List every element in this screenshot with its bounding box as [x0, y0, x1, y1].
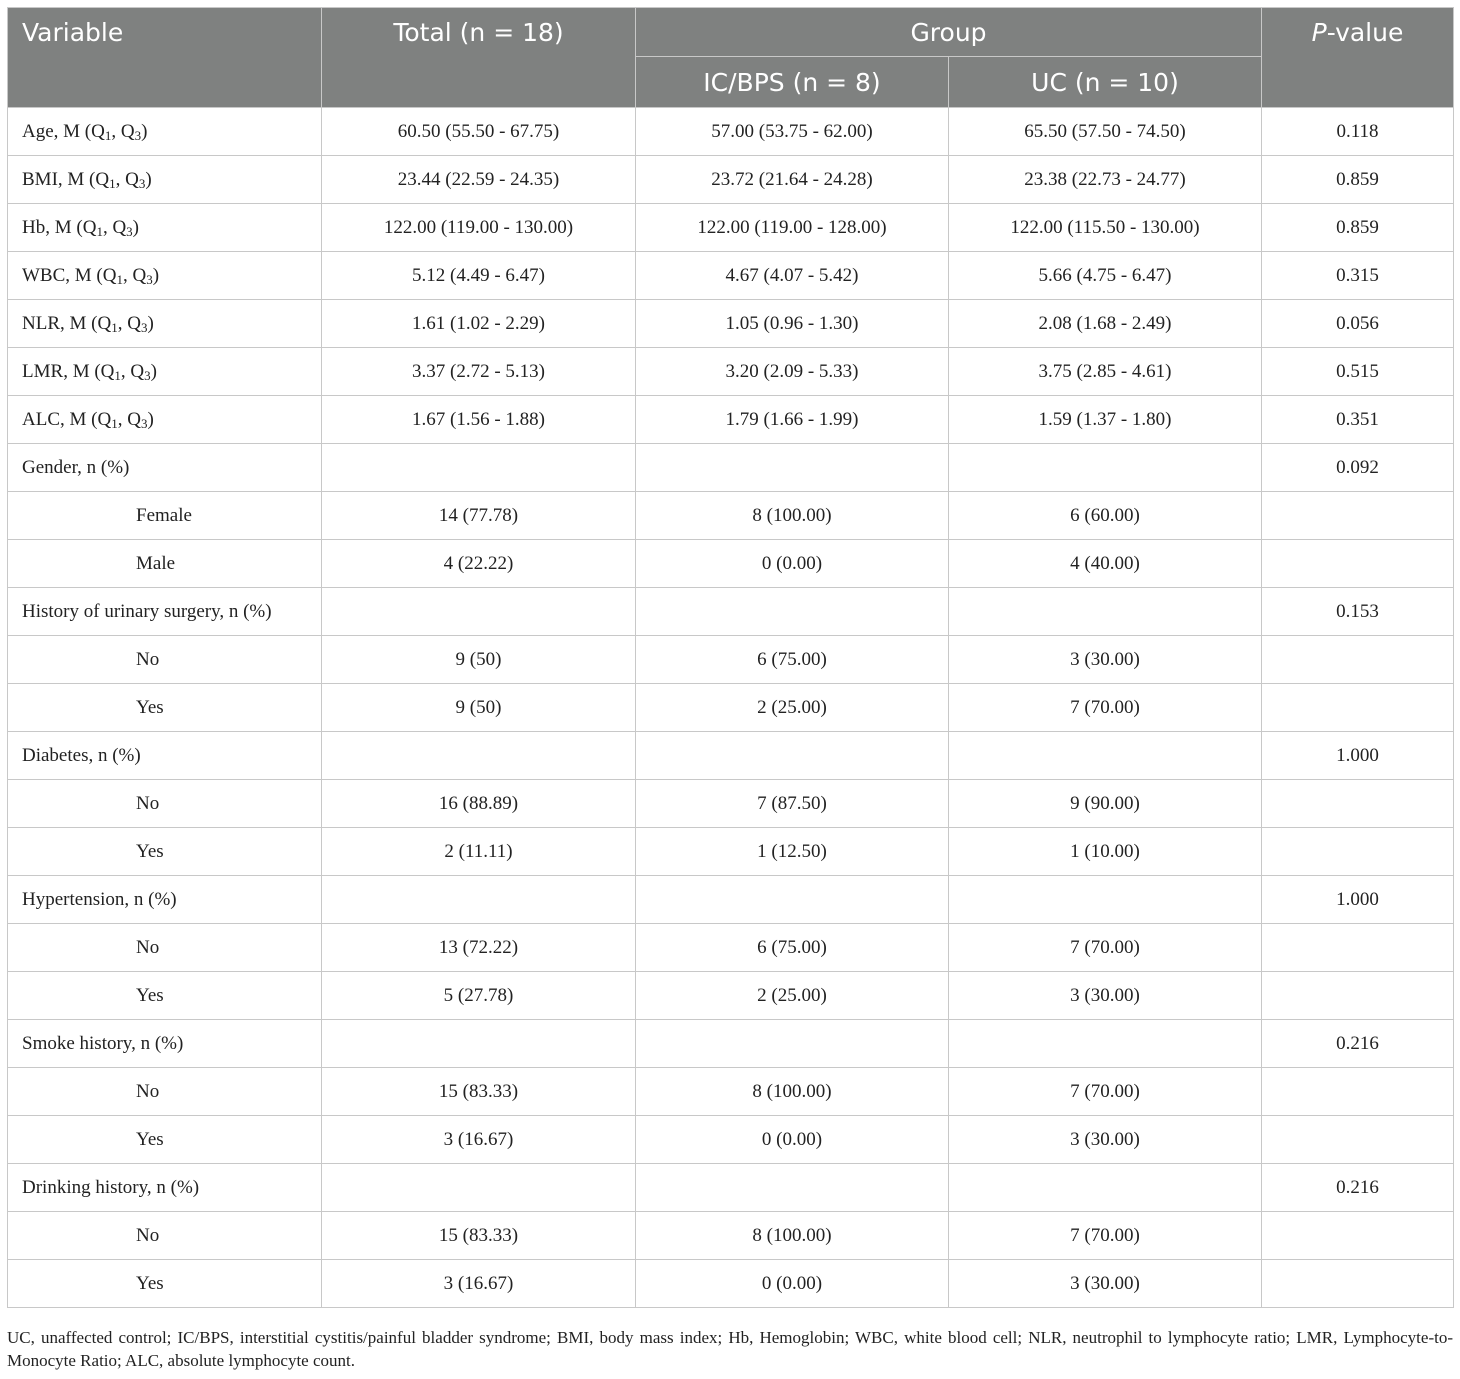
icbps-cell: [636, 876, 949, 924]
icbps-cell: 0 (0.00): [636, 540, 949, 588]
icbps-cell: 2 (25.00): [636, 684, 949, 732]
stat-label-sub1: 1: [96, 223, 103, 239]
stat-label-sub3: 3: [146, 271, 153, 287]
table-row: [8, 636, 1454, 684]
total-cell: 23.44 (22.59 - 24.35): [322, 156, 636, 204]
p-cell: 0.859: [1262, 156, 1454, 204]
p-cell: 0.216: [1262, 1164, 1454, 1212]
icbps-cell: 1 (12.50): [636, 828, 949, 876]
uc-cell: 3 (30.00): [949, 972, 1262, 1020]
table-row: [8, 108, 1454, 156]
category-cell: Yes: [8, 828, 322, 876]
icbps-cell: [636, 1020, 949, 1068]
p-cell: [1262, 1116, 1454, 1164]
table-row: [8, 300, 1454, 348]
p-cell: 0.216: [1262, 1020, 1454, 1068]
uc-cell: 7 (70.00): [949, 1068, 1262, 1116]
icbps-cell: 7 (87.50): [636, 780, 949, 828]
uc-cell: 2.08 (1.68 - 2.49): [949, 300, 1262, 348]
uc-cell: 3 (30.00): [949, 1116, 1262, 1164]
header-p-italic: P: [1311, 18, 1327, 47]
stat-label-sub3: 3: [126, 223, 133, 239]
icbps-cell: 6 (75.00): [636, 636, 949, 684]
stat-label-pre: , M (Q: [63, 360, 115, 382]
p-cell: [1262, 780, 1454, 828]
total-cell: 2 (11.11): [322, 828, 636, 876]
p-cell: [1262, 636, 1454, 684]
p-cell: [1262, 828, 1454, 876]
stat-label-sub1: 1: [111, 319, 118, 335]
uc-cell: 3 (30.00): [949, 636, 1262, 684]
uc-cell: 5.66 (4.75 - 6.47): [949, 252, 1262, 300]
uc-cell: [949, 1164, 1262, 1212]
category-cell: Female: [8, 492, 322, 540]
variable-name: NLR: [22, 312, 60, 334]
header-uc: UC (n = 10): [949, 57, 1262, 108]
variable-cell: [8, 348, 322, 396]
uc-cell: 3 (30.00): [949, 1260, 1262, 1308]
total-cell: [322, 876, 636, 924]
icbps-cell: [636, 1164, 949, 1212]
total-cell: 3.37 (2.72 - 5.13): [322, 348, 636, 396]
uc-cell: [949, 876, 1262, 924]
uc-cell: 7 (70.00): [949, 684, 1262, 732]
total-cell: 15 (83.33): [322, 1212, 636, 1260]
total-cell: 3 (16.67): [322, 1260, 636, 1308]
uc-cell: 23.38 (22.73 - 24.77): [949, 156, 1262, 204]
category-cell: No: [8, 1212, 322, 1260]
stat-label-pre: , M (Q: [57, 168, 110, 190]
icbps-cell: [636, 732, 949, 780]
variable-name: Age: [22, 120, 54, 142]
table-row: [8, 828, 1454, 876]
category-cell: Yes: [8, 972, 322, 1020]
stat-label-mid: , Q: [117, 312, 141, 334]
stat-label-post: ): [141, 120, 148, 142]
total-cell: 60.50 (55.50 - 67.75): [322, 108, 636, 156]
stat-label-sub3: 3: [140, 319, 148, 335]
stat-label-post: ): [145, 168, 152, 190]
stat-label-sub1: 1: [111, 415, 118, 431]
table-row-group-header: [8, 876, 1454, 924]
total-cell: 13 (72.22): [322, 924, 636, 972]
icbps-cell: [636, 588, 949, 636]
table-row: [8, 972, 1454, 1020]
baseline-characteristics-table: [7, 7, 1454, 1308]
total-cell: 1.67 (1.56 - 1.88): [322, 396, 636, 444]
table-row: [8, 924, 1454, 972]
total-cell: 14 (77.78): [322, 492, 636, 540]
table-row: [8, 780, 1454, 828]
uc-cell: [949, 1020, 1262, 1068]
header-p-suffix: -value: [1326, 18, 1404, 47]
table-row: [8, 204, 1454, 252]
variable-name: WBC: [22, 264, 66, 286]
table-row: [8, 1260, 1454, 1308]
variable-cell: Hypertension, n (%): [8, 876, 322, 924]
variable-cell: [8, 204, 322, 252]
total-cell: [322, 1164, 636, 1212]
stat-label-mid: , Q: [122, 264, 147, 286]
table-row-group-header: [8, 732, 1454, 780]
variable-cell: [8, 156, 322, 204]
uc-cell: 3.75 (2.85 - 4.61): [949, 348, 1262, 396]
uc-cell: 122.00 (115.50 - 130.00): [949, 204, 1262, 252]
header-p-value: [1262, 8, 1454, 108]
stat-label-post: ): [147, 312, 154, 334]
p-cell: [1262, 972, 1454, 1020]
table-row: [8, 1116, 1454, 1164]
stat-label-sub3: 3: [138, 175, 146, 191]
p-cell: 1.000: [1262, 876, 1454, 924]
total-cell: 16 (88.89): [322, 780, 636, 828]
category-cell: No: [8, 1068, 322, 1116]
variable-name: Hb: [22, 216, 46, 238]
total-cell: 3 (16.67): [322, 1116, 636, 1164]
table-body: [8, 108, 1454, 1308]
table-header: [8, 8, 1454, 108]
stat-label-sub3: 3: [134, 127, 142, 143]
total-cell: 9 (50): [322, 684, 636, 732]
uc-cell: [949, 588, 1262, 636]
icbps-cell: 1.05 (0.96 - 1.30): [636, 300, 949, 348]
stat-label-mid: , Q: [115, 168, 139, 190]
icbps-cell: 0 (0.00): [636, 1260, 949, 1308]
table-row-group-header: [8, 444, 1454, 492]
icbps-cell: 4.67 (4.07 - 5.42): [636, 252, 949, 300]
p-cell: 0.118: [1262, 108, 1454, 156]
variable-cell: History of urinary surgery, n (%): [8, 588, 322, 636]
p-cell: 0.351: [1262, 396, 1454, 444]
stat-label-mid: , Q: [102, 216, 127, 238]
variable-cell: [8, 396, 322, 444]
table-row: [8, 1212, 1454, 1260]
header-icbps: IC/BPS (n = 8): [636, 57, 949, 108]
stat-label-post: ): [152, 264, 160, 286]
header-variable: Variable: [8, 8, 322, 108]
stat-label-pre: , M (Q: [60, 408, 112, 430]
variable-cell: [8, 252, 322, 300]
icbps-cell: 2 (25.00): [636, 972, 949, 1020]
stat-label-pre: , M (Q: [60, 312, 112, 334]
uc-cell: 6 (60.00): [949, 492, 1262, 540]
icbps-cell: 0 (0.00): [636, 1116, 949, 1164]
icbps-cell: 3.20 (2.09 - 5.33): [636, 348, 949, 396]
table-row: [8, 252, 1454, 300]
header-group: Group: [636, 8, 1262, 57]
variable-cell: Smoke history, n (%): [8, 1020, 322, 1068]
p-cell: [1262, 540, 1454, 588]
icbps-cell: 23.72 (21.64 - 24.28): [636, 156, 949, 204]
uc-cell: 7 (70.00): [949, 924, 1262, 972]
header-total: Total (n = 18): [322, 8, 636, 108]
table-row: [8, 348, 1454, 396]
stat-label-sub3: 3: [144, 367, 151, 383]
total-cell: [322, 1020, 636, 1068]
p-cell: 0.056: [1262, 300, 1454, 348]
total-cell: [322, 444, 636, 492]
stat-label-post: ): [147, 408, 154, 430]
stat-label-mid: , Q: [117, 408, 141, 430]
variable-cell: [8, 108, 322, 156]
p-cell: 0.092: [1262, 444, 1454, 492]
icbps-cell: 8 (100.00): [636, 1068, 949, 1116]
uc-cell: [949, 732, 1262, 780]
total-cell: 4 (22.22): [322, 540, 636, 588]
total-cell: [322, 732, 636, 780]
uc-cell: 9 (90.00): [949, 780, 1262, 828]
total-cell: [322, 588, 636, 636]
stat-label-pre: , M (Q: [45, 216, 97, 238]
variable-name: BMI: [22, 168, 58, 190]
uc-cell: 4 (40.00): [949, 540, 1262, 588]
p-cell: [1262, 1212, 1454, 1260]
stat-label-post: ): [132, 216, 139, 238]
total-cell: 9 (50): [322, 636, 636, 684]
stat-label-sub1: 1: [116, 271, 123, 287]
variable-cell: Diabetes, n (%): [8, 732, 322, 780]
stat-label-pre: , M (Q: [53, 120, 105, 142]
variable-cell: [8, 300, 322, 348]
table-row: [8, 684, 1454, 732]
p-cell: 0.315: [1262, 252, 1454, 300]
variable-name: ALC: [22, 408, 60, 430]
p-cell: 1.000: [1262, 732, 1454, 780]
uc-cell: 1.59 (1.37 - 1.80): [949, 396, 1262, 444]
icbps-cell: 8 (100.00): [636, 1212, 949, 1260]
table-row-group-header: [8, 1164, 1454, 1212]
uc-cell: 65.50 (57.50 - 74.50): [949, 108, 1262, 156]
stat-label-pre: , M (Q: [65, 264, 117, 286]
p-cell: [1262, 684, 1454, 732]
variable-name: LMR: [22, 360, 64, 382]
total-cell: 122.00 (119.00 - 130.00): [322, 204, 636, 252]
p-cell: [1262, 924, 1454, 972]
total-cell: 5 (27.78): [322, 972, 636, 1020]
uc-cell: 7 (70.00): [949, 1212, 1262, 1260]
total-cell: 1.61 (1.02 - 2.29): [322, 300, 636, 348]
icbps-cell: 1.79 (1.66 - 1.99): [636, 396, 949, 444]
category-cell: Yes: [8, 1116, 322, 1164]
table-row: [8, 492, 1454, 540]
variable-cell: Drinking history, n (%): [8, 1164, 322, 1212]
category-cell: No: [8, 924, 322, 972]
uc-cell: 1 (10.00): [949, 828, 1262, 876]
category-cell: No: [8, 636, 322, 684]
total-cell: 15 (83.33): [322, 1068, 636, 1116]
p-cell: [1262, 492, 1454, 540]
icbps-cell: 122.00 (119.00 - 128.00): [636, 204, 949, 252]
stat-label-mid: , Q: [120, 360, 145, 382]
table-row: [8, 396, 1454, 444]
stat-label-sub1: 1: [109, 175, 116, 191]
icbps-cell: [636, 444, 949, 492]
table-row-group-header: [8, 588, 1454, 636]
uc-cell: [949, 444, 1262, 492]
stat-label-sub1: 1: [114, 367, 121, 383]
stat-label-sub1: 1: [104, 127, 112, 143]
p-cell: [1262, 1260, 1454, 1308]
table-container: [7, 7, 1453, 1308]
category-cell: Yes: [8, 1260, 322, 1308]
category-cell: Yes: [8, 684, 322, 732]
stat-label-post: ): [150, 360, 157, 382]
category-cell: No: [8, 780, 322, 828]
p-cell: [1262, 1068, 1454, 1116]
table-row: [8, 1068, 1454, 1116]
stat-label-sub3: 3: [140, 415, 148, 431]
table-row: [8, 156, 1454, 204]
table-row-group-header: [8, 1020, 1454, 1068]
icbps-cell: 57.00 (53.75 - 62.00): [636, 108, 949, 156]
variable-cell: Gender, n (%): [8, 444, 322, 492]
stat-label-mid: , Q: [111, 120, 135, 142]
table-row: [8, 540, 1454, 588]
icbps-cell: 8 (100.00): [636, 492, 949, 540]
table-footnote: UC, unaffected control; IC/BPS, interstitial cystitis/painful bladder syndrome; BMI, body mass index; Hb, Hemoglobin; WBC, white blood cell; NLR, neutrophil to lymphocyte ratio; LMR, Lymphocyte-to-Monocyte Ratio; ALC, absolute lymphocyte count.: [7, 1328, 1453, 1370]
p-cell: 0.153: [1262, 588, 1454, 636]
category-cell: Male: [8, 540, 322, 588]
p-cell: 0.515: [1262, 348, 1454, 396]
icbps-cell: 6 (75.00): [636, 924, 949, 972]
p-cell: 0.859: [1262, 204, 1454, 252]
total-cell: 5.12 (4.49 - 6.47): [322, 252, 636, 300]
